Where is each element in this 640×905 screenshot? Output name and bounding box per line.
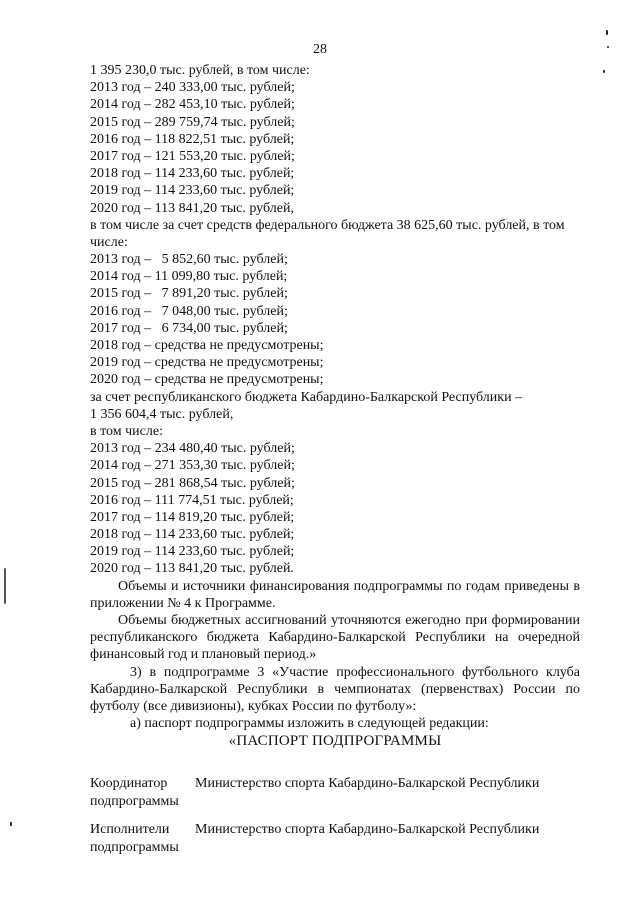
scan-mark-top-right-3 (603, 70, 605, 73)
page-number: 28 (313, 42, 327, 57)
regional-line: 2015 год – 281 868,54 тыс. рублей; (90, 475, 295, 491)
passport-table (90, 775, 580, 867)
passport-value: Министерство спорта Кабардино-Балкарской Республики (195, 776, 540, 791)
regional-line: 2013 год – 234 480,40 тыс. рублей; (90, 441, 295, 457)
text-line: 1 395 230,0 тыс. рублей, в том числе: (90, 63, 310, 78)
regional-line: 2020 год – 113 841,20 тыс. рублей. (90, 561, 294, 577)
text-line: 2020 год – 113 841,20 тыс. рублей, (90, 200, 294, 216)
scan-mark-left-edge-2 (10, 822, 12, 826)
passport-label: Координатор подпрограммы (90, 776, 179, 809)
federal-line: 2015 год – 7 891,20 тыс. рублей; (90, 286, 288, 302)
document-body (90, 62, 580, 751)
regional-total: 1 356 604,4 тыс. рублей, (90, 406, 234, 422)
regional-line: 2019 год – 114 233,60 тыс. рублей; (90, 544, 295, 560)
regional-line: 2016 год – 111 774,51 тыс. рублей; (90, 492, 294, 508)
regional-line: 2018 год – 114 233,60 тыс. рублей; (90, 527, 295, 543)
text-line: 2013 год – 240 333,00 тыс. рублей; (90, 80, 295, 96)
federal-line: 2019 год – средства не предусмотрены; (90, 355, 324, 371)
federal-line: 2018 год – средства не предусмотрены; (90, 338, 324, 354)
passport-value: Министерство спорта Кабардино-Балкарской Республики (195, 822, 540, 837)
federal-line: 2016 год – 7 048,00 тыс. рублей; (90, 303, 288, 319)
text-line: 2019 год – 114 233,60 тыс. рублей; (90, 183, 295, 199)
passport-label: Исполнители подпрограммы (90, 822, 179, 855)
federal-line: 2017 год – 6 734,00 тыс. рублей; (90, 320, 288, 336)
text-line: 2017 год – 121 553,20 тыс. рублей; (90, 148, 295, 164)
text-line: 2018 год – 114 233,60 тыс. рублей; (90, 166, 295, 182)
regional-line: 2017 год – 114 819,20 тыс. рублей; (90, 509, 295, 525)
passport-title: «ПАСПОРТ ПОДПРОГРАММЫ (228, 733, 442, 750)
regional-line: 2014 год – 271 353,30 тыс. рублей; (90, 458, 295, 474)
paragraph-budget-allocations: Объемы бюджетных ассигнований уточняются ежегодно при формировании республиканского бюджета Кабардино-Балкарской Республики на очередной финансовый год и плановый период.» (90, 613, 580, 663)
paragraph-subprogram-3: 3) в подпрограмме 3 «Участие профессионального футбольного клуба Кабардино-Балкарской Республики в чемпионатах (первенствах) России по футболу (все дивизионы), кубках России по футболу»: (90, 664, 580, 715)
federal-line: 2014 год – 11 099,80 тыс. рублей; (90, 269, 288, 285)
paragraph-passport-instruction: а) паспорт подпрограммы изложить в следующей редакции: (130, 716, 489, 732)
federal-line: 2013 год – 5 852,60 тыс. рублей; (90, 252, 288, 268)
regional-intro: за счет республиканского бюджета Кабардино-Балкарской Республики – (90, 389, 523, 405)
text-line: 2015 год – 289 759,74 тыс. рублей; (90, 114, 295, 130)
text-line: 2016 год – 118 822,51 тыс. рублей; (90, 131, 295, 147)
passport-row-coordinator (90, 775, 580, 811)
scan-mark-top-right-1 (606, 30, 608, 35)
passport-row-executors (90, 821, 580, 857)
regional-intro-tail: в том числе: (90, 423, 163, 439)
federal-intro: в том числе за счет средств федерального бюджета 38 625,60 тыс. рублей, в том числе: (90, 217, 565, 250)
federal-line: 2020 год – средства не предусмотрены; (90, 372, 324, 388)
paragraph-funding-sources: Объемы и источники финансирования подпрограммы по годам приведены в приложении № 4 к Программе. (90, 578, 580, 611)
text-line: 2014 год – 282 453,10 тыс. рублей; (90, 97, 295, 113)
scan-mark-left-edge-1 (4, 568, 6, 604)
